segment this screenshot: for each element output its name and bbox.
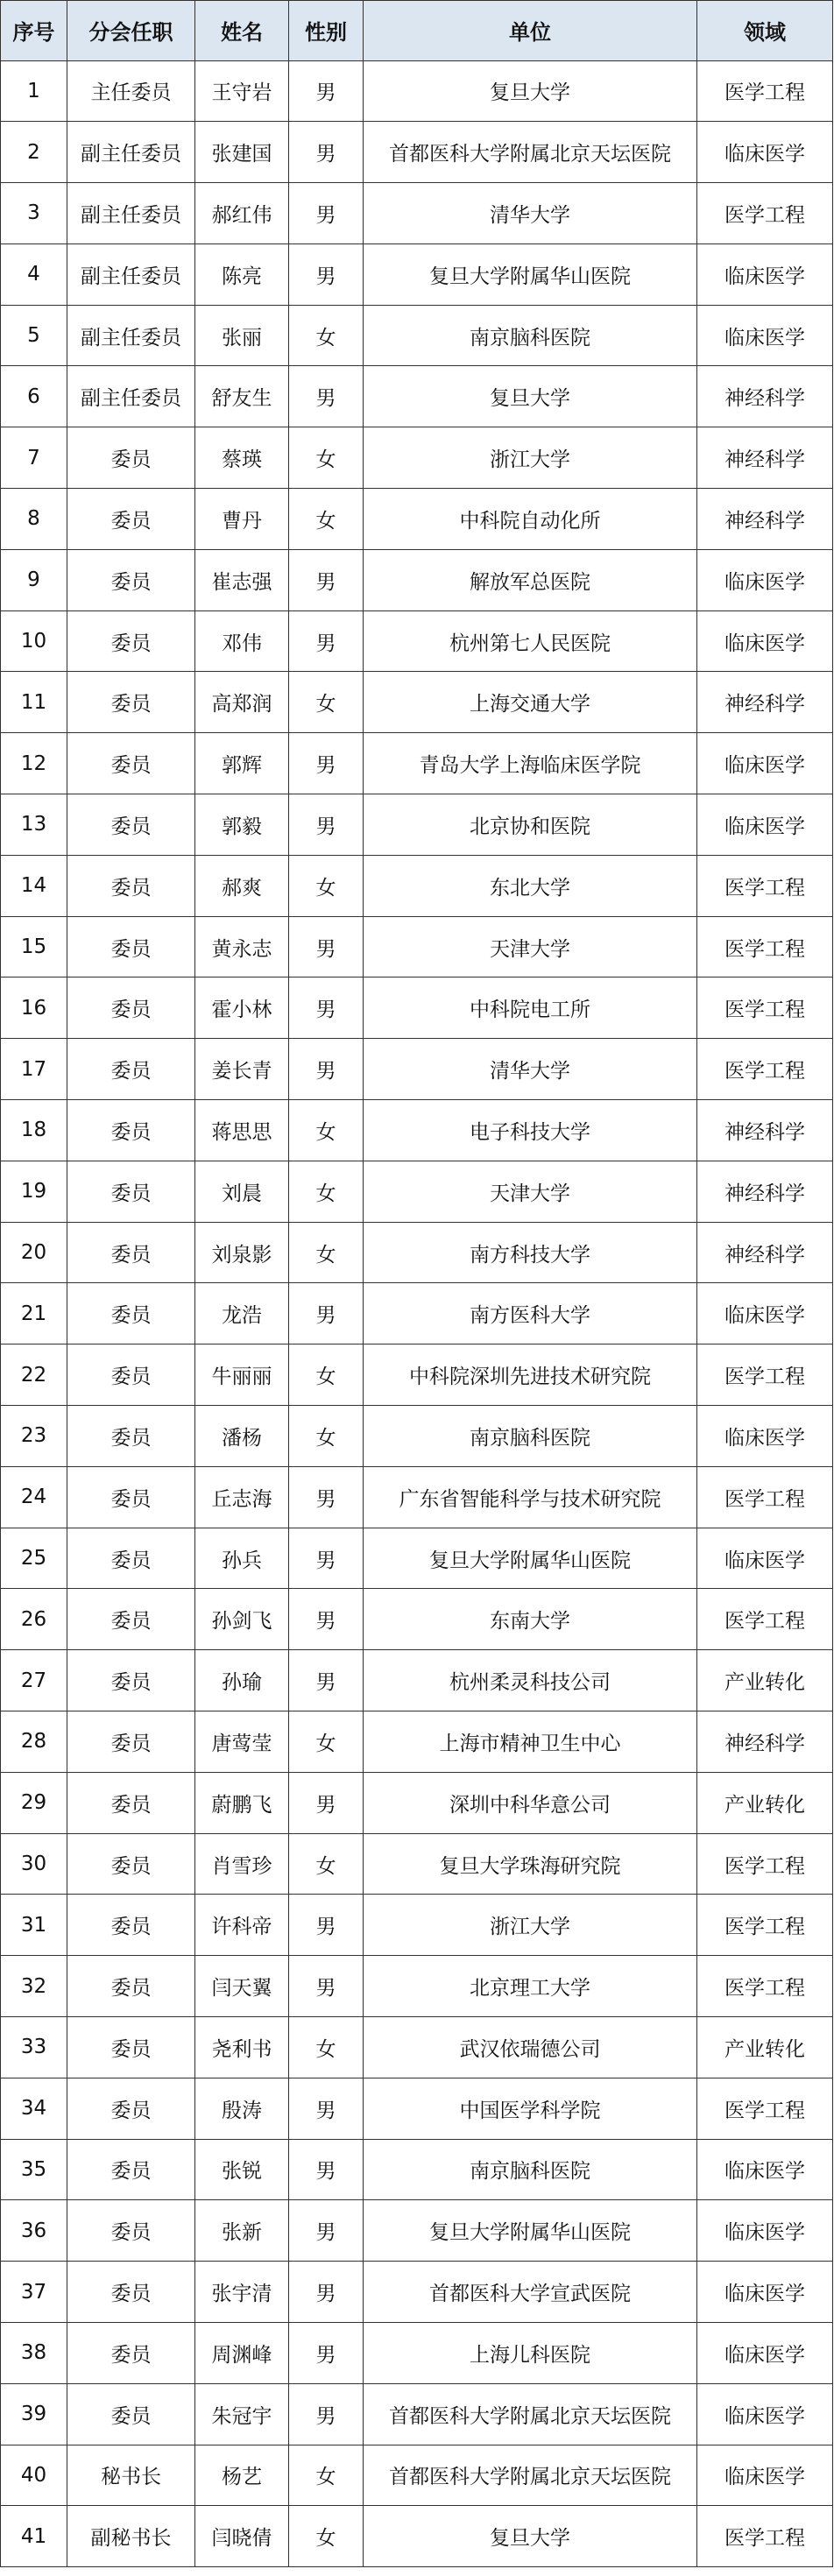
table-row (1, 977, 833, 1039)
table-header (1, 1, 833, 61)
cell-position: 副秘书长 (67, 2506, 195, 2567)
cell-name: 唐莺莹 (195, 1711, 289, 1773)
cell-gender: 男 (289, 122, 364, 183)
cell-index: 34 (1, 2078, 67, 2139)
table-row (1, 2383, 833, 2445)
cell-index: 6 (1, 366, 67, 427)
cell-field: 医学工程 (697, 1466, 833, 1528)
cell-field: 临床医学 (697, 2322, 833, 2383)
cell-position: 委员 (67, 1466, 195, 1528)
cell-index: 36 (1, 2200, 67, 2262)
cell-organization: 南方科技大学 (364, 1222, 697, 1283)
cell-name: 郭辉 (195, 733, 289, 794)
table-body (1, 60, 833, 2567)
cell-organization: 北京理工大学 (364, 1956, 697, 2017)
cell-field: 神经科学 (697, 1711, 833, 1773)
cell-name: 霍小林 (195, 977, 289, 1039)
cell-name: 黄永志 (195, 916, 289, 977)
table-row (1, 1283, 833, 1344)
cell-organization: 北京协和医院 (364, 794, 697, 856)
table-row (1, 1589, 833, 1650)
cell-name: 朱冠宇 (195, 2383, 289, 2445)
header-name: 姓名 (195, 1, 289, 61)
cell-index: 37 (1, 2262, 67, 2323)
cell-field: 神经科学 (697, 366, 833, 427)
table-row (1, 610, 833, 672)
cell-organization: 首都医科大学附属北京天坛医院 (364, 122, 697, 183)
cell-field: 医学工程 (697, 1956, 833, 2017)
cell-field: 医学工程 (697, 1589, 833, 1650)
cell-position: 委员 (67, 1772, 195, 1833)
cell-field: 医学工程 (697, 977, 833, 1039)
cell-name: 刘泉影 (195, 1222, 289, 1283)
cell-name: 牛丽丽 (195, 1344, 289, 1406)
cell-position: 委员 (67, 794, 195, 856)
cell-organization: 中科院电工所 (364, 977, 697, 1039)
cell-position: 副主任委员 (67, 305, 195, 366)
cell-name: 崔志强 (195, 549, 289, 610)
cell-index: 28 (1, 1711, 67, 1773)
cell-organization: 南京脑科医院 (364, 1406, 697, 1467)
cell-index: 19 (1, 1161, 67, 1222)
header-row (1, 1, 833, 61)
cell-field: 临床医学 (697, 733, 833, 794)
cell-index: 18 (1, 1100, 67, 1161)
cell-gender: 女 (289, 2445, 364, 2506)
cell-gender: 男 (289, 549, 364, 610)
table-row (1, 1100, 833, 1161)
cell-organization: 杭州第七人民医院 (364, 610, 697, 672)
cell-gender: 女 (289, 1100, 364, 1161)
cell-gender: 男 (289, 1956, 364, 2017)
cell-name: 肖雪珍 (195, 1833, 289, 1895)
cell-organization: 复旦大学附属华山医院 (364, 1528, 697, 1589)
cell-name: 陈亮 (195, 243, 289, 305)
cell-organization: 青岛大学上海临床医学院 (364, 733, 697, 794)
cell-position: 委员 (67, 489, 195, 550)
cell-gender: 男 (289, 183, 364, 244)
cell-organization: 武汉依瑞德公司 (364, 2017, 697, 2078)
header-index: 序号 (1, 1, 67, 61)
cell-field: 神经科学 (697, 672, 833, 733)
cell-field: 临床医学 (697, 1406, 833, 1467)
table-row (1, 1528, 833, 1589)
cell-gender: 男 (289, 243, 364, 305)
table-row (1, 916, 833, 977)
cell-index: 41 (1, 2506, 67, 2567)
cell-organization: 中科院自动化所 (364, 489, 697, 550)
cell-position: 委员 (67, 1650, 195, 1711)
cell-field: 临床医学 (697, 122, 833, 183)
cell-gender: 女 (289, 427, 364, 489)
cell-gender: 男 (289, 2139, 364, 2200)
cell-field: 医学工程 (697, 1344, 833, 1406)
cell-name: 高郑润 (195, 672, 289, 733)
cell-position: 委员 (67, 2322, 195, 2383)
cell-index: 35 (1, 2139, 67, 2200)
cell-name: 蔡瑛 (195, 427, 289, 489)
cell-index: 22 (1, 1344, 67, 1406)
cell-name: 周渊峰 (195, 2322, 289, 2383)
cell-gender: 男 (289, 1039, 364, 1100)
cell-organization: 首都医科大学宣武医院 (364, 2262, 697, 2323)
header-gender: 性别 (289, 1, 364, 61)
cell-index: 5 (1, 305, 67, 366)
cell-position: 委员 (67, 427, 195, 489)
cell-position: 委员 (67, 1833, 195, 1895)
cell-gender: 女 (289, 1222, 364, 1283)
table-row (1, 733, 833, 794)
cell-name: 蒋思思 (195, 1100, 289, 1161)
cell-organization: 清华大学 (364, 1039, 697, 1100)
cell-name: 丘志海 (195, 1466, 289, 1528)
cell-organization: 复旦大学附属华山医院 (364, 2200, 697, 2262)
cell-gender: 男 (289, 366, 364, 427)
table-row (1, 672, 833, 733)
table-row (1, 1161, 833, 1222)
cell-gender: 女 (289, 1344, 364, 1406)
cell-gender: 女 (289, 2506, 364, 2567)
cell-position: 副主任委员 (67, 183, 195, 244)
cell-name: 闫天翼 (195, 1956, 289, 2017)
cell-name: 尧利书 (195, 2017, 289, 2078)
cell-name: 殷涛 (195, 2078, 289, 2139)
cell-organization: 东南大学 (364, 1589, 697, 1650)
cell-field: 临床医学 (697, 305, 833, 366)
cell-name: 王守岩 (195, 60, 289, 122)
table-row (1, 1650, 833, 1711)
cell-gender: 男 (289, 1650, 364, 1711)
table-row (1, 2017, 833, 2078)
cell-position: 委员 (67, 733, 195, 794)
cell-position: 委员 (67, 1100, 195, 1161)
cell-position: 委员 (67, 1406, 195, 1467)
cell-name: 郝红伟 (195, 183, 289, 244)
table-row (1, 549, 833, 610)
cell-position: 秘书长 (67, 2445, 195, 2506)
cell-index: 9 (1, 549, 67, 610)
cell-index: 7 (1, 427, 67, 489)
cell-organization: 杭州柔灵科技公司 (364, 1650, 697, 1711)
table-row (1, 1772, 833, 1833)
table-row (1, 2445, 833, 2506)
cell-index: 17 (1, 1039, 67, 1100)
cell-organization: 解放军总医院 (364, 549, 697, 610)
cell-gender: 女 (289, 1833, 364, 1895)
cell-gender: 女 (289, 1711, 364, 1773)
cell-index: 8 (1, 489, 67, 550)
table-row (1, 1895, 833, 1956)
table-row (1, 243, 833, 305)
cell-position: 委员 (67, 1589, 195, 1650)
table-row (1, 1956, 833, 2017)
cell-name: 郭毅 (195, 794, 289, 856)
table-row (1, 2078, 833, 2139)
cell-organization: 首都医科大学附属北京天坛医院 (364, 2445, 697, 2506)
cell-name: 刘晨 (195, 1161, 289, 1222)
cell-position: 委员 (67, 977, 195, 1039)
cell-gender: 女 (289, 855, 364, 916)
cell-field: 临床医学 (697, 794, 833, 856)
cell-index: 31 (1, 1895, 67, 1956)
cell-gender: 女 (289, 489, 364, 550)
table-row (1, 1406, 833, 1467)
cell-field: 神经科学 (697, 489, 833, 550)
cell-field: 产业转化 (697, 1650, 833, 1711)
cell-index: 15 (1, 916, 67, 977)
table-row (1, 2322, 833, 2383)
cell-field: 医学工程 (697, 1039, 833, 1100)
cell-index: 40 (1, 2445, 67, 2506)
cell-position: 委员 (67, 1528, 195, 1589)
cell-index: 16 (1, 977, 67, 1039)
cell-organization: 天津大学 (364, 1161, 697, 1222)
cell-field: 神经科学 (697, 427, 833, 489)
cell-index: 25 (1, 1528, 67, 1589)
cell-organization: 天津大学 (364, 916, 697, 977)
cell-organization: 深圳中科华意公司 (364, 1772, 697, 1833)
cell-index: 4 (1, 243, 67, 305)
cell-name: 曹丹 (195, 489, 289, 550)
cell-index: 12 (1, 733, 67, 794)
cell-field: 医学工程 (697, 2506, 833, 2567)
cell-name: 张丽 (195, 305, 289, 366)
table-row (1, 183, 833, 244)
cell-gender: 男 (289, 1528, 364, 1589)
header-field: 领域 (697, 1, 833, 61)
cell-organization: 南方医科大学 (364, 1283, 697, 1344)
cell-gender: 男 (289, 1589, 364, 1650)
cell-gender: 男 (289, 2322, 364, 2383)
cell-index: 27 (1, 1650, 67, 1711)
cell-gender: 女 (289, 2017, 364, 2078)
cell-organization: 浙江大学 (364, 1895, 697, 1956)
cell-name: 孙兵 (195, 1528, 289, 1589)
cell-field: 临床医学 (697, 243, 833, 305)
cell-index: 33 (1, 2017, 67, 2078)
cell-gender: 男 (289, 2383, 364, 2445)
cell-organization: 复旦大学 (364, 2506, 697, 2567)
cell-position: 委员 (67, 549, 195, 610)
cell-field: 神经科学 (697, 1222, 833, 1283)
cell-gender: 男 (289, 1283, 364, 1344)
cell-position: 副主任委员 (67, 366, 195, 427)
cell-organization: 中科院深圳先进技术研究院 (364, 1344, 697, 1406)
cell-gender: 女 (289, 305, 364, 366)
cell-index: 30 (1, 1833, 67, 1895)
cell-name: 孙瑜 (195, 1650, 289, 1711)
cell-name: 舒友生 (195, 366, 289, 427)
cell-field: 临床医学 (697, 549, 833, 610)
cell-field: 临床医学 (697, 2262, 833, 2323)
cell-field: 神经科学 (697, 1161, 833, 1222)
table-row (1, 855, 833, 916)
cell-field: 医学工程 (697, 1895, 833, 1956)
table-row (1, 1466, 833, 1528)
cell-organization: 中国医学科学院 (364, 2078, 697, 2139)
cell-gender: 男 (289, 794, 364, 856)
cell-name: 郝爽 (195, 855, 289, 916)
cell-gender: 男 (289, 2078, 364, 2139)
cell-index: 20 (1, 1222, 67, 1283)
cell-field: 临床医学 (697, 1528, 833, 1589)
table-row (1, 1222, 833, 1283)
cell-organization: 南京脑科医院 (364, 2139, 697, 2200)
table-row (1, 2139, 833, 2200)
table-row (1, 305, 833, 366)
table-row (1, 2262, 833, 2323)
cell-name: 闫晓倩 (195, 2506, 289, 2567)
table-row (1, 366, 833, 427)
table-row (1, 1039, 833, 1100)
table-row (1, 60, 833, 122)
cell-position: 委员 (67, 2078, 195, 2139)
cell-name: 孙剑飞 (195, 1589, 289, 1650)
cell-gender: 男 (289, 610, 364, 672)
cell-gender: 男 (289, 1895, 364, 1956)
cell-name: 姜长青 (195, 1039, 289, 1100)
cell-gender: 男 (289, 1466, 364, 1528)
cell-field: 临床医学 (697, 1283, 833, 1344)
cell-gender: 女 (289, 1406, 364, 1467)
table-row (1, 2506, 833, 2567)
cell-name: 张宇清 (195, 2262, 289, 2323)
cell-position: 副主任委员 (67, 243, 195, 305)
cell-index: 3 (1, 183, 67, 244)
cell-gender: 男 (289, 733, 364, 794)
cell-organization: 清华大学 (364, 183, 697, 244)
cell-organization: 广东省智能科学与技术研究院 (364, 1466, 697, 1528)
cell-position: 委员 (67, 1344, 195, 1406)
cell-field: 临床医学 (697, 2383, 833, 2445)
cell-position: 委员 (67, 2017, 195, 2078)
cell-field: 临床医学 (697, 610, 833, 672)
cell-field: 产业转化 (697, 2017, 833, 2078)
cell-field: 医学工程 (697, 2078, 833, 2139)
cell-index: 38 (1, 2322, 67, 2383)
cell-organization: 浙江大学 (364, 427, 697, 489)
cell-gender: 男 (289, 60, 364, 122)
cell-field: 医学工程 (697, 855, 833, 916)
cell-index: 29 (1, 1772, 67, 1833)
cell-name: 张锐 (195, 2139, 289, 2200)
cell-field: 医学工程 (697, 60, 833, 122)
cell-index: 23 (1, 1406, 67, 1467)
header-position: 分会任职 (67, 1, 195, 61)
cell-index: 10 (1, 610, 67, 672)
cell-field: 医学工程 (697, 1833, 833, 1895)
cell-organization: 上海儿科医院 (364, 2322, 697, 2383)
cell-field: 神经科学 (697, 1100, 833, 1161)
cell-gender: 男 (289, 977, 364, 1039)
cell-index: 26 (1, 1589, 67, 1650)
cell-index: 1 (1, 60, 67, 122)
cell-field: 医学工程 (697, 183, 833, 244)
cell-field: 产业转化 (697, 1772, 833, 1833)
cell-name: 张建国 (195, 122, 289, 183)
cell-position: 委员 (67, 1039, 195, 1100)
cell-name: 邓伟 (195, 610, 289, 672)
cell-name: 张新 (195, 2200, 289, 2262)
cell-index: 14 (1, 855, 67, 916)
cell-organization: 上海交通大学 (364, 672, 697, 733)
table-row (1, 794, 833, 856)
cell-position: 委员 (67, 1161, 195, 1222)
cell-gender: 男 (289, 2262, 364, 2323)
cell-position: 委员 (67, 1222, 195, 1283)
cell-organization: 复旦大学珠海研究院 (364, 1833, 697, 1895)
cell-index: 2 (1, 122, 67, 183)
cell-name: 杨艺 (195, 2445, 289, 2506)
cell-index: 11 (1, 672, 67, 733)
cell-gender: 男 (289, 916, 364, 977)
cell-organization: 南京脑科医院 (364, 305, 697, 366)
cell-gender: 女 (289, 672, 364, 733)
table-row (1, 1833, 833, 1895)
cell-name: 许科帝 (195, 1895, 289, 1956)
cell-position: 委员 (67, 2383, 195, 2445)
cell-position: 副主任委员 (67, 122, 195, 183)
cell-gender: 男 (289, 2200, 364, 2262)
cell-position: 主任委员 (67, 60, 195, 122)
cell-field: 临床医学 (697, 2139, 833, 2200)
cell-position: 委员 (67, 1283, 195, 1344)
cell-position: 委员 (67, 610, 195, 672)
table-row (1, 122, 833, 183)
cell-name: 潘杨 (195, 1406, 289, 1467)
cell-position: 委员 (67, 855, 195, 916)
cell-field: 临床医学 (697, 2200, 833, 2262)
cell-organization: 首都医科大学附属北京天坛医院 (364, 2383, 697, 2445)
table-row (1, 1344, 833, 1406)
cell-index: 39 (1, 2383, 67, 2445)
cell-name: 龙浩 (195, 1283, 289, 1344)
cell-position: 委员 (67, 2200, 195, 2262)
cell-index: 21 (1, 1283, 67, 1344)
cell-gender: 男 (289, 1772, 364, 1833)
cell-organization: 复旦大学 (364, 60, 697, 122)
cell-position: 委员 (67, 1895, 195, 1956)
cell-name: 蔚鹏飞 (195, 1772, 289, 1833)
cell-position: 委员 (67, 2262, 195, 2323)
cell-organization: 上海市精神卫生中心 (364, 1711, 697, 1773)
cell-position: 委员 (67, 2139, 195, 2200)
cell-organization: 复旦大学 (364, 366, 697, 427)
cell-index: 13 (1, 794, 67, 856)
table-row (1, 489, 833, 550)
cell-position: 委员 (67, 916, 195, 977)
table-row (1, 427, 833, 489)
cell-field: 医学工程 (697, 916, 833, 977)
cell-index: 32 (1, 1956, 67, 2017)
cell-index: 24 (1, 1466, 67, 1528)
header-organization: 单位 (364, 1, 697, 61)
cell-position: 委员 (67, 1711, 195, 1773)
cell-position: 委员 (67, 1956, 195, 2017)
cell-organization: 电子科技大学 (364, 1100, 697, 1161)
cell-position: 委员 (67, 672, 195, 733)
table-row (1, 2200, 833, 2262)
cell-gender: 女 (289, 1161, 364, 1222)
table-row (1, 1711, 833, 1773)
cell-field: 临床医学 (697, 2445, 833, 2506)
cell-organization: 复旦大学附属华山医院 (364, 243, 697, 305)
cell-organization: 东北大学 (364, 855, 697, 916)
